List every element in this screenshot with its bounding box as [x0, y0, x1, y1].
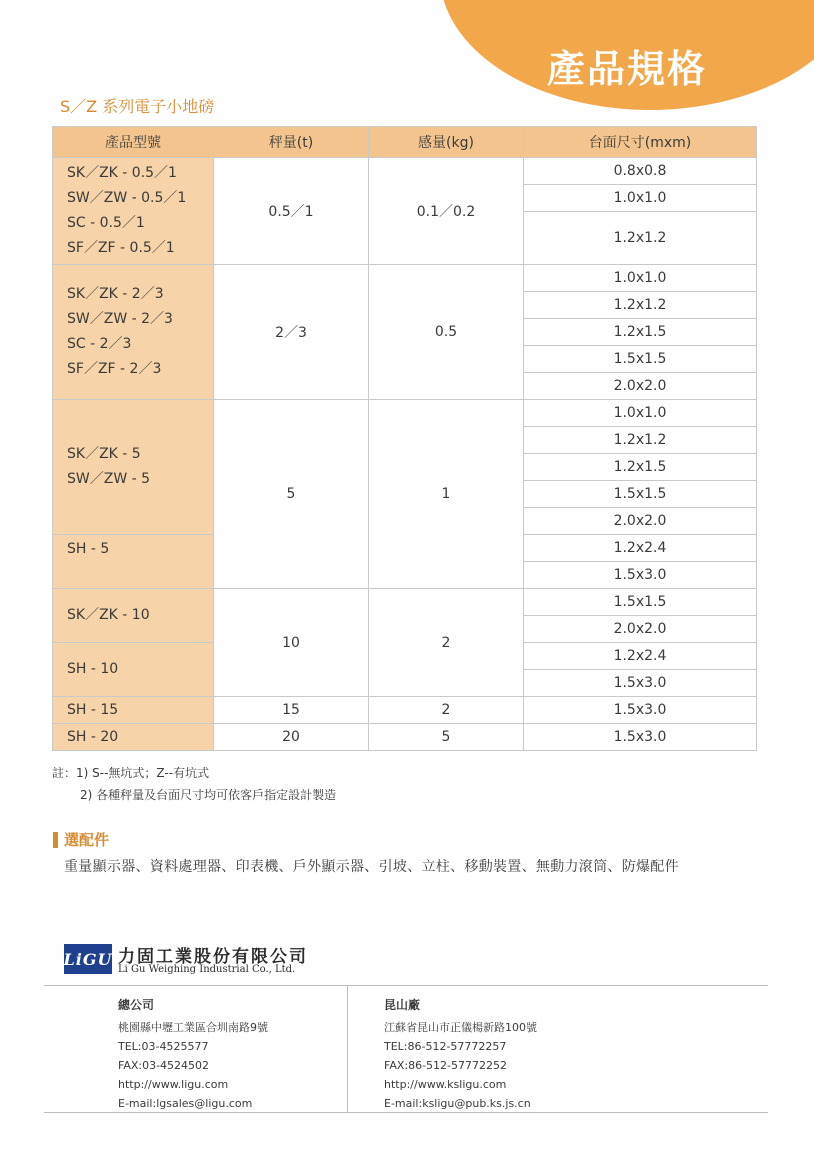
size-cell: 1.2x1.5	[524, 319, 757, 346]
size-cell: 1.2x1.2	[524, 212, 757, 265]
capacity-cell: 15	[214, 697, 369, 724]
header-model: 產品型號	[53, 127, 214, 158]
model-name: SC - 2／3	[67, 336, 132, 352]
office-kunshan	[384, 996, 537, 1113]
capacity-cell: 2／3	[214, 265, 369, 400]
table-row	[53, 158, 757, 185]
table-row	[53, 697, 757, 724]
sensitivity-cell: 2	[369, 589, 524, 697]
office-tel: TEL:86-512-57772257	[384, 1040, 507, 1053]
model-name: SF／ZF - 2／3	[67, 361, 162, 377]
sensitivity-cell: 2	[369, 697, 524, 724]
sensitivity-cell: 0.1／0.2	[369, 158, 524, 265]
model-cell: SK／ZK - 10	[53, 589, 214, 643]
office-address: 桃園縣中壢工業區合圳南路9號	[118, 1021, 268, 1034]
accessories-title: 選配件	[64, 831, 110, 849]
office-tel: TEL:03-4525577	[118, 1040, 209, 1053]
size-cell: 2.0x2.0	[524, 616, 757, 643]
model-name: SF／ZF - 0.5／1	[67, 240, 175, 256]
accessories-marker	[53, 832, 58, 848]
model-cell	[53, 265, 214, 400]
size-cell: 1.5x1.5	[524, 481, 757, 508]
size-cell: 1.2x1.5	[524, 454, 757, 481]
size-cell: 1.0x1.0	[524, 400, 757, 427]
size-cell: 1.2x1.2	[524, 292, 757, 319]
capacity-cell: 0.5／1	[214, 158, 369, 265]
capacity-cell: 20	[214, 724, 369, 751]
model-name: SW／ZW - 5	[67, 471, 151, 487]
model-name: SC - 0.5／1	[67, 215, 145, 231]
size-cell: 2.0x2.0	[524, 373, 757, 400]
size-cell: 1.0x1.0	[524, 185, 757, 212]
office-email[interactable]: E-mail:lgsales@ligu.com	[118, 1097, 253, 1110]
office-fax: FAX:86-512-57772252	[384, 1059, 508, 1072]
model-cell	[53, 400, 214, 535]
model-cell	[53, 158, 214, 265]
header-sensitivity: 感量(kg)	[369, 127, 524, 158]
sensitivity-cell: 0.5	[369, 265, 524, 400]
notes	[52, 764, 336, 808]
table-row	[53, 724, 757, 751]
size-cell: 1.5x1.5	[524, 589, 757, 616]
model-name: SW／ZW - 2／3	[67, 311, 173, 327]
size-cell: 1.5x1.5	[524, 346, 757, 373]
sensitivity-cell: 1	[369, 400, 524, 589]
model-name: SK／ZK - 5	[67, 446, 141, 462]
office-web[interactable]: http://www.ligu.com	[118, 1078, 229, 1091]
size-cell: 1.5x3.0	[524, 562, 757, 589]
office-email[interactable]: E-mail:ksligu@pub.ks.js.cn	[384, 1097, 531, 1110]
model-cell: SH - 20	[53, 724, 214, 751]
note-1: 註：1) S--無坑式；Z--有坑式	[52, 766, 210, 780]
office-title: 總公司	[118, 998, 155, 1012]
office-title: 昆山廠	[384, 998, 421, 1012]
model-name: SW／ZW - 0.5／1	[67, 190, 187, 206]
model-name: SK／ZK - 2／3	[67, 286, 164, 302]
sensitivity-cell: 5	[369, 724, 524, 751]
banner-title: 產品規格	[547, 47, 708, 91]
size-cell: 1.2x2.4	[524, 535, 757, 562]
size-cell: 1.0x1.0	[524, 265, 757, 292]
capacity-cell: 5	[214, 400, 369, 589]
table-row	[53, 265, 757, 292]
model-cell	[53, 535, 214, 589]
office-fax: FAX:03-4524502	[118, 1059, 210, 1072]
logo-text: LiGU	[63, 949, 113, 969]
model-name: SH - 5	[67, 540, 110, 557]
note-2: 2) 各種秤量及台面尺寸均可依客戶指定設計製造	[80, 788, 337, 802]
company-logo	[64, 944, 112, 974]
model-cell: SH - 15	[53, 697, 214, 724]
model-name: SK／ZK - 0.5／1	[67, 165, 177, 181]
size-cell: 2.0x2.0	[524, 508, 757, 535]
table-row	[53, 400, 757, 427]
size-cell: 1.2x1.2	[524, 427, 757, 454]
spec-table	[52, 126, 757, 751]
size-cell: 1.5x3.0	[524, 697, 757, 724]
header-platform-size: 台面尺寸(mxm)	[524, 127, 757, 158]
office-web[interactable]: http://www.ksligu.com	[384, 1078, 507, 1091]
office-address: 江蘇省昆山市正儀楊新路100號	[384, 1021, 537, 1034]
divider-vertical	[347, 986, 348, 1112]
capacity-cell: 10	[214, 589, 369, 697]
divider-top	[44, 985, 768, 986]
table-row	[53, 589, 757, 616]
size-cell: 1.2x2.4	[524, 643, 757, 670]
size-cell: 0.8x0.8	[524, 158, 757, 185]
size-cell: 1.5x3.0	[524, 724, 757, 751]
office-headquarters	[118, 996, 268, 1113]
company-name-en: Li Gu Weighing Industrial Co., Ltd.	[118, 964, 296, 975]
accessories-list: 重量顯示器、資料處理器、印表機、戶外顯示器、引坡、立柱、移動裝置、無動力滾筒、防爆配件	[64, 859, 679, 875]
company-name-cn: 力固工業股份有限公司	[118, 947, 308, 967]
header-capacity: 秤量(t)	[214, 127, 369, 158]
section-title: S／Z 系列電子小地磅	[60, 97, 215, 116]
size-cell: 1.5x3.0	[524, 670, 757, 697]
table-header-row	[53, 127, 757, 158]
model-cell: SH - 10	[53, 643, 214, 697]
